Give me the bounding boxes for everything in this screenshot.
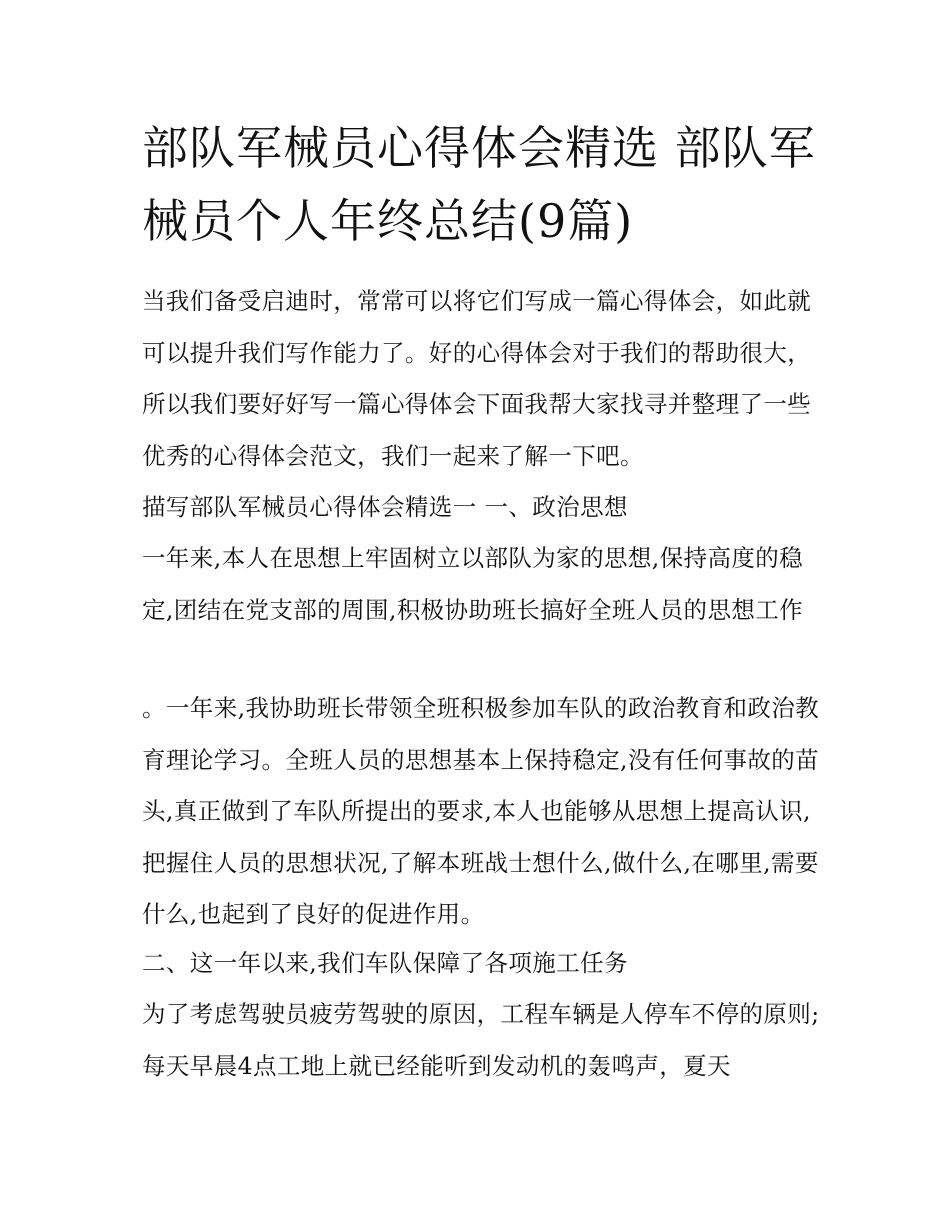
section-heading-2: 二、这一年以来,我们车队保障了各项施工任务 [142,949,628,977]
document-title: 部队军械员心得体会精选 部队军械员个人年终总结(9篇) [142,121,816,248]
body-paragraph-2: 。一年来,我协助班长带领全班积极参加车队的政治教育和政治教育理论学习。全班人员的思想基本上保持稳定,没有任何事故的苗头,真正做到了车队所提出的要求,本人也能够从思想上提高认识,把握住人员的思想状况,了解本班战士想什么,做什么,在哪里,需要什么,也起到了良好的促进作用。 [142,694,820,928]
section-heading: 描写部队军械员心得体会精选一 一、政治思想 [142,493,628,521]
body-paragraph-1: 一年来,本人在思想上牢固树立以部队为家的思想,保持高度的稳定,团结在党支部的周围,积极协助班长搞好全班人员的思想工作 [142,544,804,624]
intro-paragraph: 当我们备受启迪时，常常可以将它们写成一篇心得体会，如此就可以提升我们写作能力了。好的心得体会对于我们的帮助很大，所以我们要好好写一篇心得体会下面我帮大家找寻并整理了一些优秀的心得体会范文，我们一起来了解一下吧。 [142,287,812,470]
body-paragraph-3: 为了考虑驾驶员疲劳驾驶的原因，工程车辆是人停车不停的原则;每天早晨4点工地上就已经能听到发动机的轰鸣声，夏天 [142,1000,820,1080]
